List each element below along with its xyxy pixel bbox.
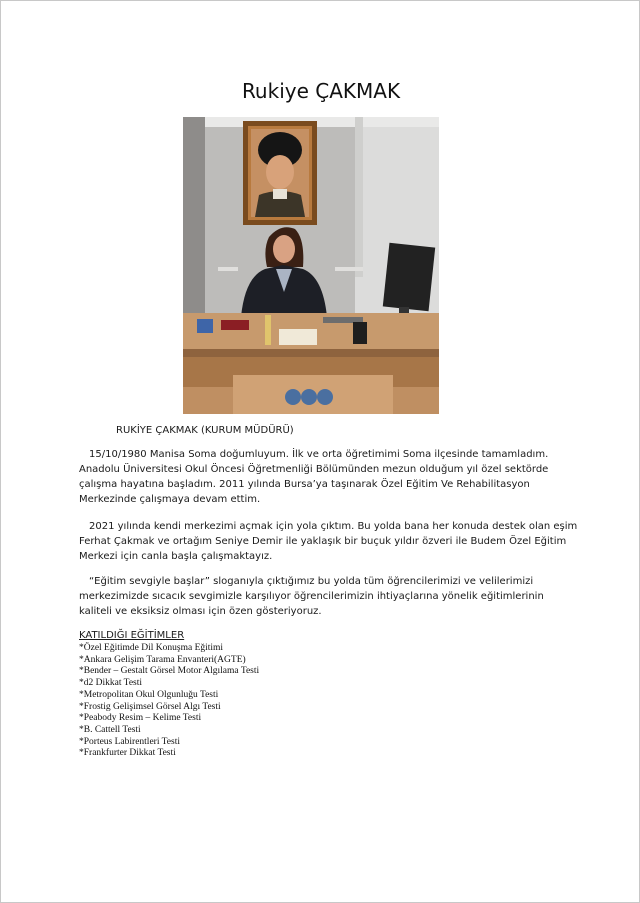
profile-photo [183,117,439,414]
list-item: *Bender – Gestalt Görsel Motor Algılama Testi [79,666,260,677]
paragraph-center: 2021 yılında kendi merkezimi açmak için yola çıktım. Bu yolda bana her konuda destek olan eşim Ferhat Çakmak ve ortağım Seniye Demir ile yaklaşık bir buçuk yıldır özveri ile Budem Özel Eğitim Merkezi için canla başla çalışmaktayız. [79,521,578,562]
paragraph-motto: “Eğitim sevgiyle başlar” sloganıyla çıktığımız bu yolda tüm öğrencilerimizi ve velilerimizi merkezimizde sıcacık sevgimizle karşılıyor öğrencilerimizin ihtiyaçlarına yönelik eğitimlerinin kaliteli ve eksiksiz olması için özen gösteriyoruz. [79,576,544,617]
list-item: *d2 Dikkat Testi [79,678,143,689]
list-item: *Metropolitan Okul Olgunluğu Testi [79,689,219,700]
list-item: *Frankfurter Dikkat Testi [79,748,176,759]
trainings-heading: KATILDIĞI EĞİTİMLER [79,630,185,641]
trainings-list [79,643,259,760]
list-item: *Frostig Gelişimsel Görsel Algı Testi [79,701,221,712]
list-item: *B. Cattell Testi [79,724,141,735]
photo-caption: RUKİYE ÇAKMAK (KURUM MÜDÜRÜ) [116,425,294,436]
paragraph-biography: 15/10/1980 Manisa Soma doğumluyum. İlk ve orta öğretimimi Soma ilçesinde tamamladım. Anadolu Üniversitesi Okul Öncesi Öğretmenliği Bölümünden mezun olduğum yıl özel sektörde çalışma hayatına başladım. 2011 yılında Bursa’ya taşınarak Özel Eğitim Ve Rehabilitasyon Merkezinde çalışmaya devam ettim. [79,449,549,505]
list-item: *Ankara Gelişim Tarama Envanteri(AGTE) [79,654,246,665]
office-photo-illustration [183,117,439,414]
list-item: *Peabody Resim – Kelime Testi [79,713,202,724]
page-title: Rukiye ÇAKMAK [241,79,401,103]
list-item: *Özel Eğitimde Dil Konuşma Eğitimi [79,643,224,653]
list-item: *Porteus Labirentleri Testi [79,736,180,747]
